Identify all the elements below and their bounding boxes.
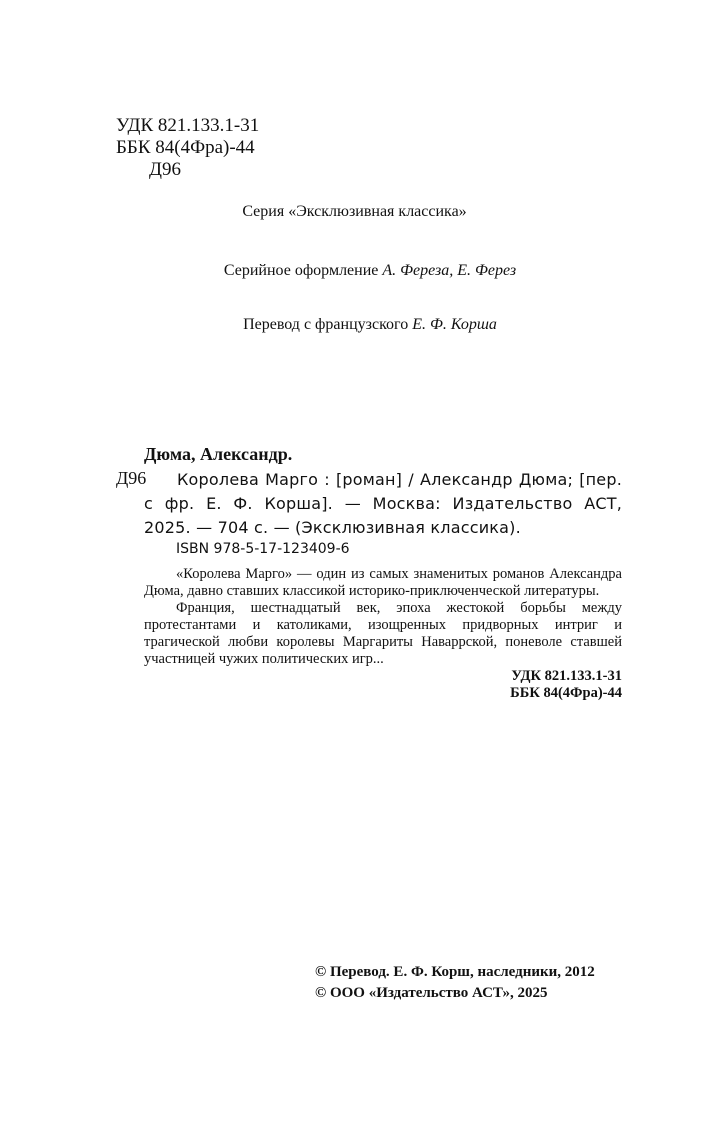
- copyright-line: © Перевод. Е. Ф. Корш, наследники, 2012: [315, 964, 595, 980]
- annotation-paragraph: «Королева Марго» — один из самых знаменитых романов Александра Дюма, давно ставших классикой историко-приключенческой литературы.: [144, 566, 622, 599]
- translation-label: Перевод с французского: [243, 316, 409, 333]
- classification-header: [116, 115, 259, 181]
- annotation-paragraph: Франция, шестнадцатый век, эпоха жестокой борьбы между протестантами и католиками, изощренных придворных интриг и трагической любви королевы Маргариты Наваррской, поневоле ставшей участницей чужих политических игр...: [144, 600, 622, 667]
- series-title: Серия «Эксклюзивная классика»: [242, 203, 467, 220]
- translation-credit: [0, 316, 709, 334]
- catalog-udk: УДК 821.133.1-31: [511, 668, 622, 684]
- design-label: Серийное оформление: [223, 262, 379, 279]
- catalog-bbk: ББК 84(4Фра)-44: [510, 685, 622, 701]
- author-sign: Д96: [149, 159, 181, 180]
- copyright-line: © ООО «Издательство АСТ», 2025: [315, 985, 548, 1001]
- catalog-entry: [144, 468, 622, 540]
- isbn: ISBN 978-5-17-123409-6: [176, 541, 350, 557]
- entry-line: 2025. — 704 с. — (Эксклюзивная классика).: [144, 518, 521, 537]
- catalog-code: Д96: [116, 468, 147, 488]
- design-credit: [0, 262, 709, 280]
- udk-code: УДК 821.133.1-31: [116, 115, 260, 136]
- translation-names: Е. Ф. Корша: [412, 316, 497, 333]
- bbk-code: ББК 84(4Фра)-44: [116, 137, 255, 158]
- entry-line: с фр. Е. Ф. Корша]. — Москва: Издательство АСТ,: [144, 494, 622, 513]
- entry-line: Королева Марго : [роман] / Александр Дюма; [пер.: [177, 470, 622, 489]
- annotation: [144, 566, 622, 702]
- catalog-author: Дюма, Александр.: [144, 444, 293, 464]
- copyright-block: [315, 962, 595, 1004]
- design-names: А. Фереза, Е. Ферез: [382, 262, 517, 279]
